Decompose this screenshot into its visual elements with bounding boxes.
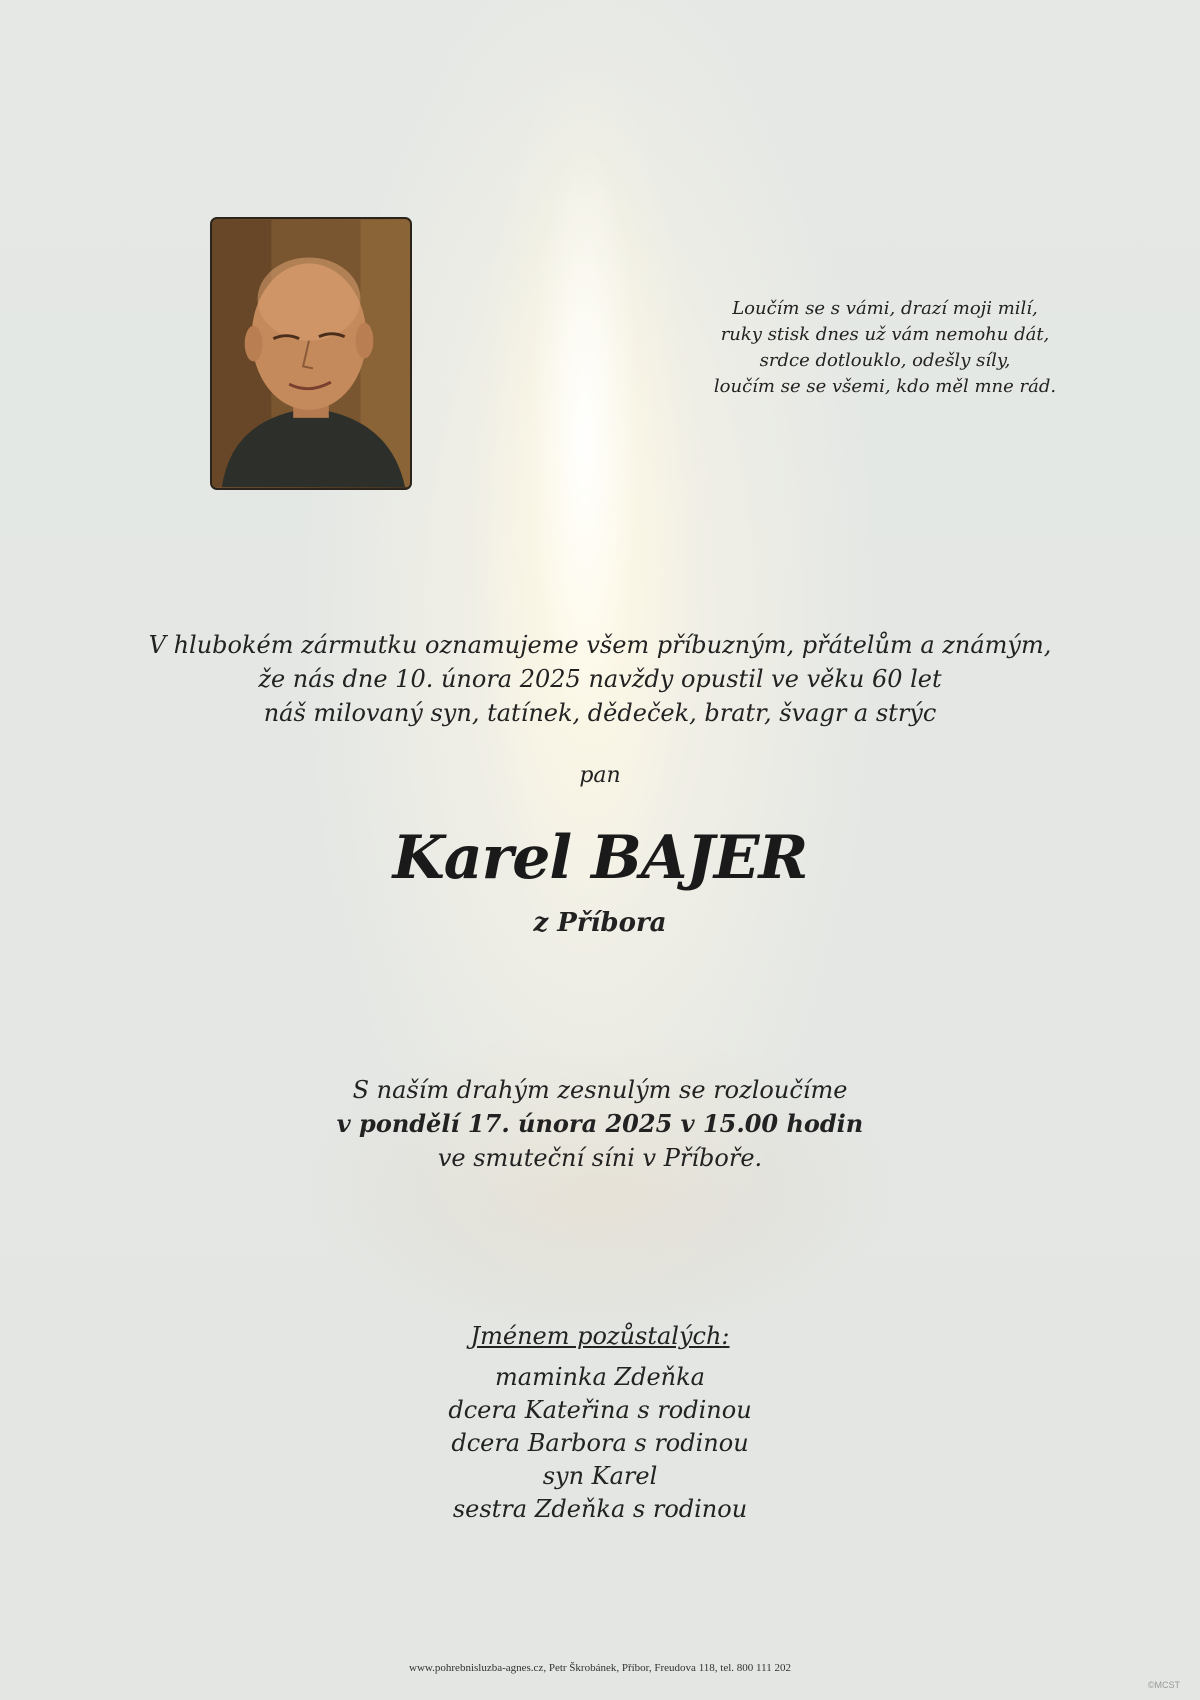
ceremony-datetime: v pondělí 17. února 2025 v 15.00 hodin — [336, 1109, 864, 1138]
announcement-text — [0, 628, 1200, 730]
announcement-line: že nás dne 10. února 2025 navždy opustil ve věku 60 let — [258, 665, 942, 693]
ceremony-info — [0, 1073, 1200, 1175]
mourners-list — [0, 1320, 1200, 1526]
mourner-item: dcera Barbora s rodinou — [451, 1429, 749, 1457]
portrait-icon — [212, 219, 410, 488]
announcement-line: V hlubokém zármutku oznamujeme všem příbuzným, přátelům a známým, — [148, 631, 1052, 659]
mourners-heading: Jménem pozůstalých: — [470, 1322, 730, 1350]
portrait-photo — [210, 217, 412, 490]
ceremony-place: ve smuteční síni v Příboře. — [437, 1144, 763, 1172]
deceased-name: Karel BAJER — [392, 823, 808, 893]
watermark: ©MCST — [1147, 1680, 1180, 1690]
farewell-poem — [690, 296, 1080, 400]
ceremony-line: S naším drahým zesnulým se rozloučíme — [352, 1076, 848, 1104]
salutation: pan — [579, 763, 621, 788]
funeral-service-footer: www.pohrebnisluzba-agnes.cz, Petr Škrobánek, Příbor, Freudova 118, tel. 800 111 202 — [409, 1662, 791, 1674]
poem-line: ruky stisk dnes už vám nemohu dát, — [720, 324, 1050, 345]
poem-line: Loučím se s vámi, drazí moji milí, — [732, 298, 1038, 319]
poem-line: srdce dotlouklo, odešly síly, — [759, 350, 1011, 371]
mourner-item: sestra Zdeňka s rodinou — [452, 1495, 748, 1523]
deceased-origin: z Příbora — [533, 908, 667, 938]
mourner-item: syn Karel — [542, 1462, 658, 1490]
mourner-item: maminka Zdeňka — [495, 1363, 705, 1391]
poem-line: loučím se se všemi, kdo měl mne rád. — [713, 376, 1057, 397]
announcement-line: náš milovaný syn, tatínek, dědeček, bratr, švagr a strýc — [263, 699, 937, 727]
mourner-item: dcera Kateřina s rodinou — [448, 1396, 752, 1424]
